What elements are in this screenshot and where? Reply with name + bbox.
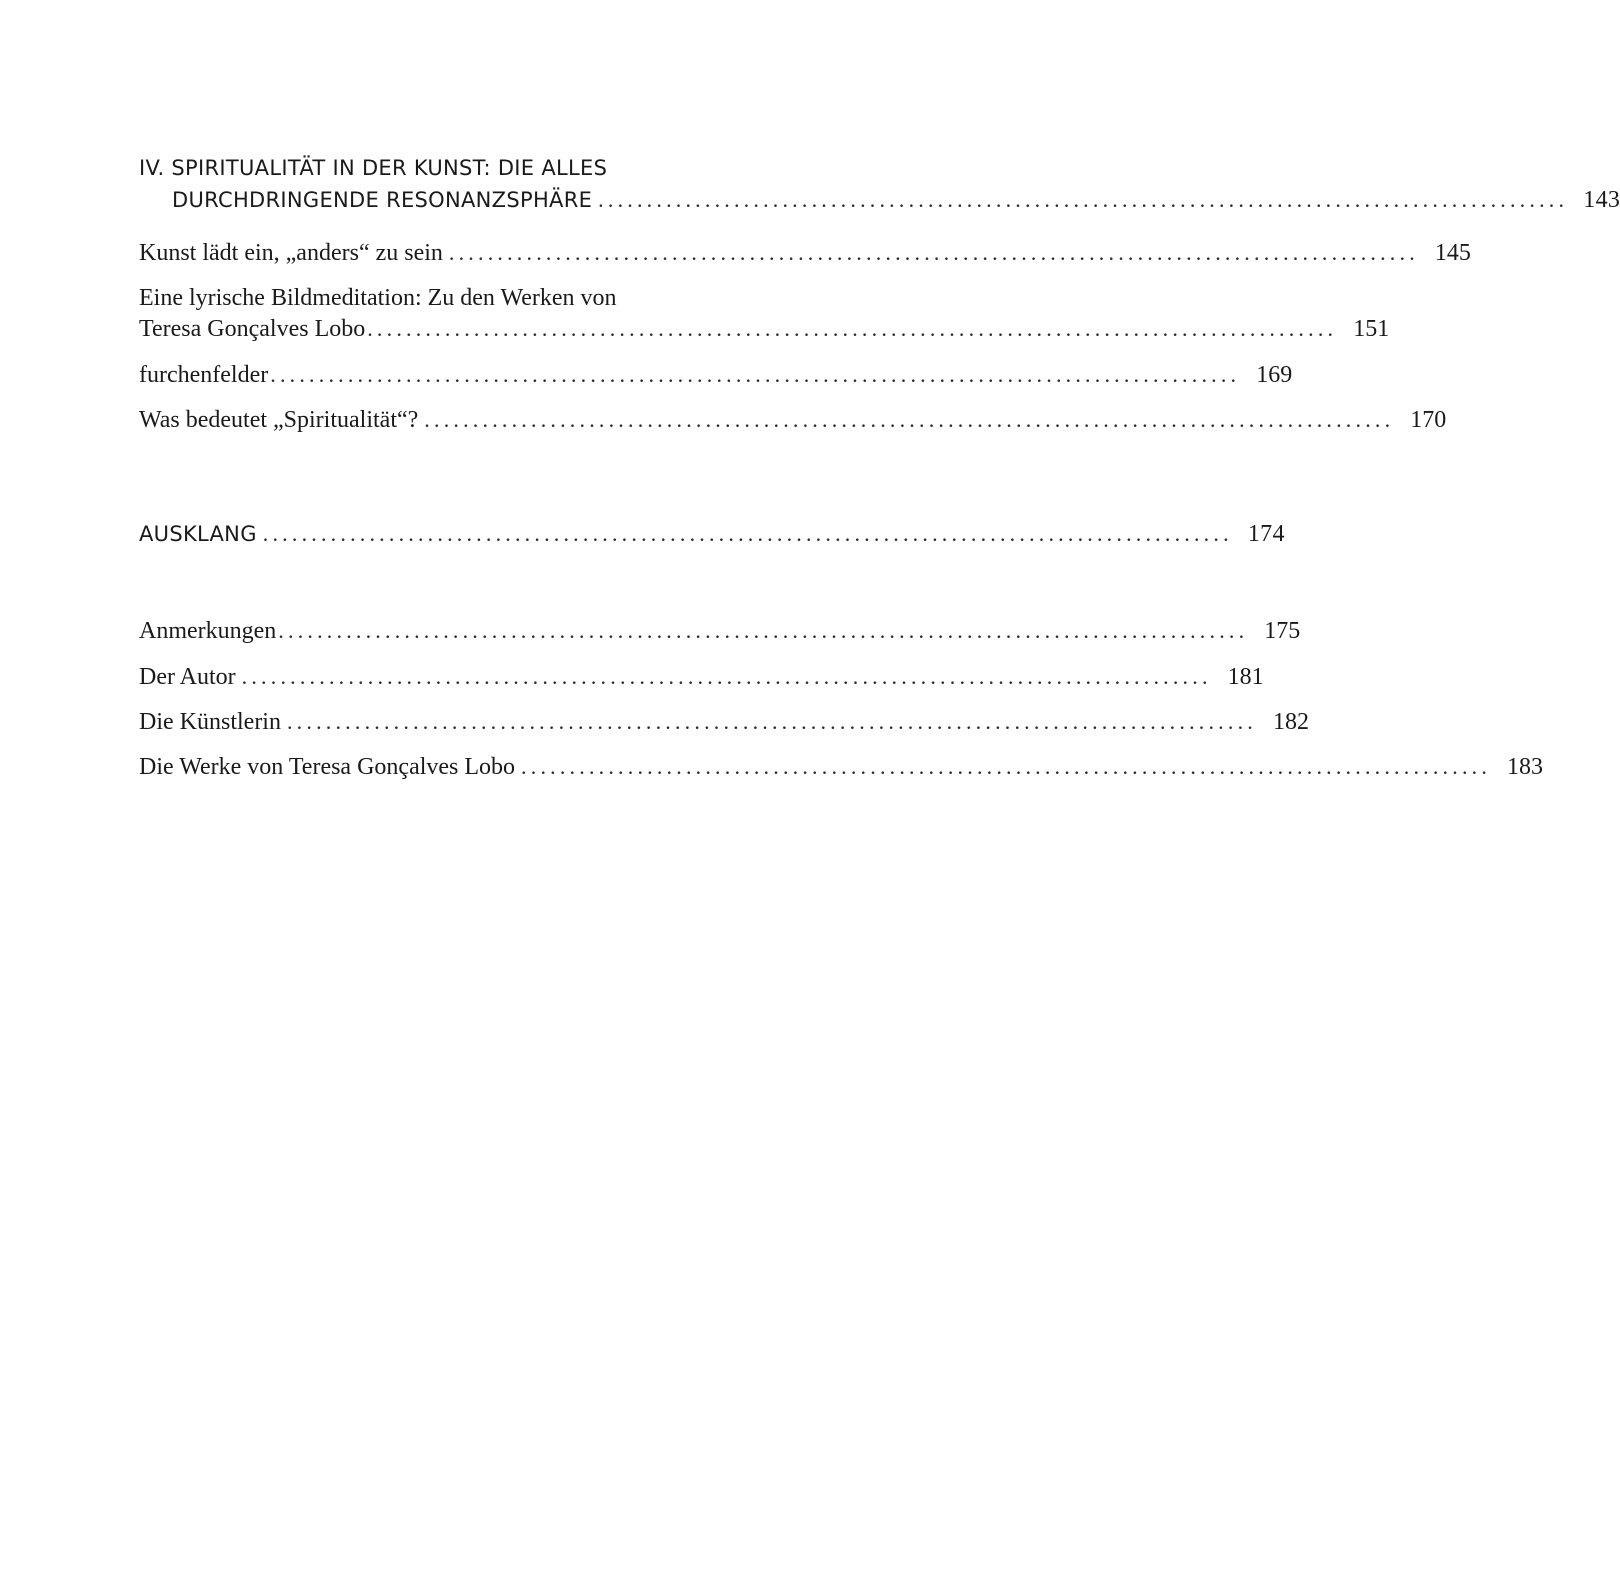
toc-entry-label: Die Künstlerin xyxy=(139,709,281,735)
table-of-contents xyxy=(139,0,1620,1593)
toc-page-number: 170 xyxy=(1410,407,1447,433)
toc-entry-label: Der Autor xyxy=(139,664,236,690)
toc-page-number: 181 xyxy=(1227,664,1264,690)
toc-entry-anmerkungen[interactable] xyxy=(139,618,1301,652)
toc-entry-kuenstlerin[interactable] xyxy=(139,709,1309,743)
dot-leader: .................................................................................................... xyxy=(278,618,1249,643)
toc-entry-spiritualitaet[interactable] xyxy=(139,407,1447,441)
toc-entry-label: Die Werke von Teresa Gonçalves Lobo xyxy=(139,754,516,780)
dot-leader: .................................................................................................... xyxy=(448,240,1419,265)
dot-leader: .................................................................................................... xyxy=(262,521,1233,546)
toc-entry-autor[interactable] xyxy=(139,664,1264,698)
dot-leader: .................................................................................................... xyxy=(286,709,1257,734)
toc-entry-bildmeditation[interactable] xyxy=(139,316,1390,350)
dot-leader: .................................................................................................... xyxy=(367,316,1338,341)
toc-page-number: 143 xyxy=(1583,187,1620,213)
toc-section-iv-title-line2: DURCHDRINGENDE RESONANZSPHÄRE xyxy=(172,188,593,212)
toc-entry-werke[interactable] xyxy=(139,754,1544,788)
dot-leader: .................................................................................................... xyxy=(598,187,1569,212)
toc-page-number: 145 xyxy=(1434,240,1471,266)
toc-page-number: 183 xyxy=(1507,754,1544,780)
toc-page-number: 182 xyxy=(1272,709,1309,735)
toc-section-iv-title-line1: IV. SPIRITUALITÄT IN DER KUNST: DIE ALLES xyxy=(139,156,608,180)
toc-entry-label-line1: Eine lyrische Bildmeditation: Zu den Werken von xyxy=(139,285,617,311)
toc-entry-label: furchenfelder xyxy=(139,362,269,388)
dot-leader: .................................................................................................... xyxy=(270,362,1241,387)
toc-entry-bildmeditation-line1 xyxy=(139,285,831,319)
dot-leader: .................................................................................................... xyxy=(241,664,1212,689)
toc-entry-label: Kunst lädt ein, „anders“ zu sein xyxy=(139,240,443,266)
toc-section-ausklang[interactable] xyxy=(139,521,1285,555)
toc-entry-label: Anmerkungen xyxy=(139,618,277,644)
toc-section-iv-line1 xyxy=(139,156,831,190)
toc-page-number: 151 xyxy=(1353,316,1390,342)
toc-section-iv[interactable] xyxy=(139,187,1620,221)
dot-leader: .................................................................................................... xyxy=(521,754,1492,779)
toc-entry-label: Was bedeutet „Spiritualität“? xyxy=(139,407,419,433)
toc-section-title: AUSKLANG xyxy=(139,522,257,546)
toc-entry-kunst[interactable] xyxy=(139,240,1471,274)
toc-entry-label-line2: Teresa Gonçalves Lobo xyxy=(139,316,366,342)
toc-entry-furchenfelder[interactable] xyxy=(139,362,1293,396)
toc-page-number: 169 xyxy=(1256,362,1293,388)
toc-page-number: 175 xyxy=(1264,618,1301,644)
toc-page-number: 174 xyxy=(1247,521,1285,547)
dot-leader: .................................................................................................... xyxy=(424,407,1395,432)
